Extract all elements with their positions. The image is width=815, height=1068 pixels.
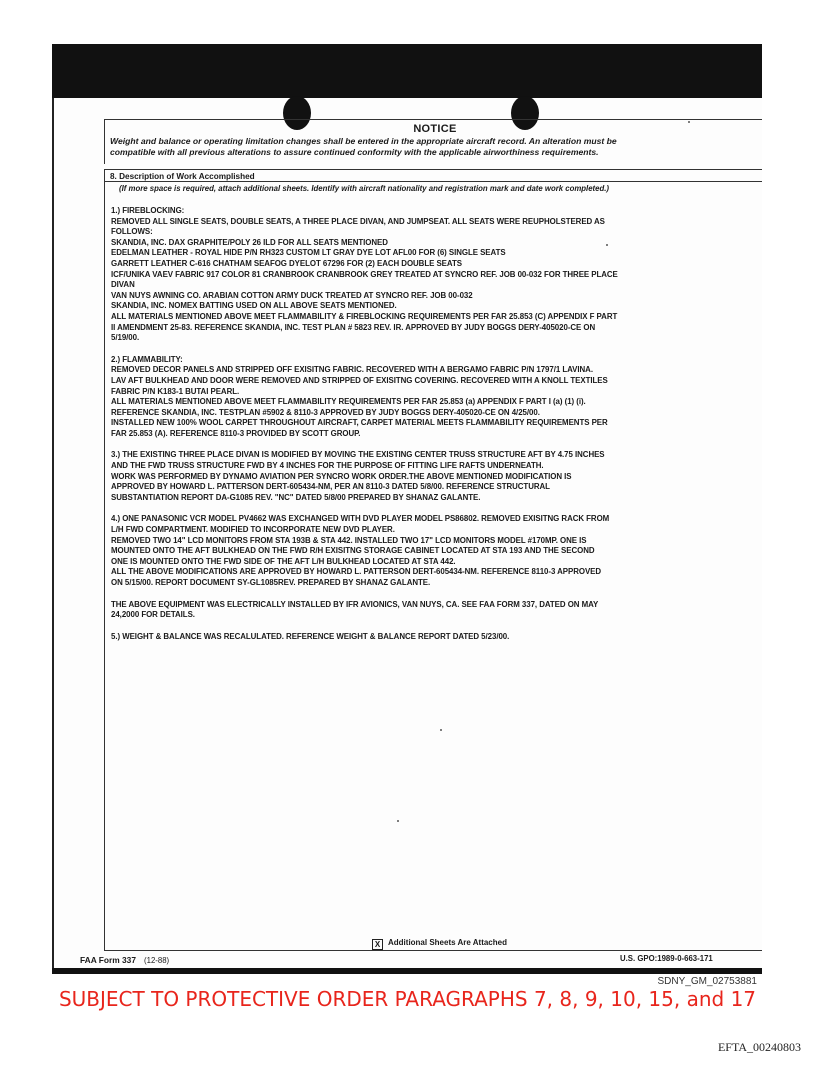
work-item-line: FABRIC P/N K183-1 BUTAI PEARL. [111,386,240,396]
work-item-line: AND THE FWD TRUSS STRUCTURE FWD BY 4 INCHES FOR THE PURPOSE OF FITTING LIFE RAFTS UNDERNEATH. [111,461,544,471]
work-item [111,206,761,344]
work-item-line: REMOVED ALL SINGLE SEATS, DOUBLE SEATS, A THREE PLACE DIVAN, AND JUMPSEAT. ALL SEATS WERE REUPHOLSTERED AS [111,216,605,226]
work-item [111,600,761,621]
work-item-line: REMOVED DECOR PANELS AND STRIPPED OFF EXISITNG FABRIC. RECOVERED WITH A BERGAMO FABRIC P/N 1797/1 LAVINA. [111,365,593,375]
work-item-line: 2.) FLAMMABILITY: [111,354,183,364]
work-item-line: FAR 25.853 (A). REFERENCE 8110-3 PROVIDED BY SCOTT GROUP. [111,428,361,438]
additional-sheets-checkbox: X [372,939,383,950]
scan-bottom-border [52,968,762,974]
notice-title: NOTICE [413,123,457,135]
work-item-line: APPROVED BY HOWARD L. PATTERSON DERT-605434-NM, PER AN 8110-3 DATED 5/8/00. REFERENCE STRUCTURAL [111,482,550,492]
work-item-line: ALL MATERIALS MENTIONED ABOVE MEET FLAMMABILITY REQUIREMENTS PER FAR 25.853 (a) APPENDIX F PART I (a) (1) (i). [111,397,586,407]
work-item-line: ICF/UNIKA VAEV FABRIC 917 COLOR 81 CRANBROOK CRANBROOK GREY TREATED AT SYNCRO REF. JOB 00-032 FOR THREE PLACE [111,269,618,279]
work-item-line: SKANDIA, INC. NOMEX BATTING USED ON ALL ABOVE SEATS MENTIONED. [111,301,397,311]
work-item-line: ON 5/15/00. REPORT DOCUMENT SY-GL1085REV. PREPARED BY SHANAZ GALANTE. [111,578,431,587]
form-identifier [80,955,169,965]
work-item-line: REFERENCE SKANDIA, INC. TESTPLAN #5902 & 8110-3 APPROVED BY JUDY BOGGS DERY-405020-CE ON 4/25/00. [111,407,540,417]
work-description-box [104,169,762,951]
work-description-text [111,206,761,653]
scan-top-border [52,44,762,98]
work-item-line: 1.) FIREBLOCKING: [111,206,185,215]
work-item [111,514,761,588]
notice-box [104,119,762,164]
work-item-line: ONE IS MOUNTED ONTO THE FWD SIDE OF THE AFT L/H BULKHEAD LOCATED AT STA 442. [111,556,456,566]
section-title: 8. Description of Work Accomplished [110,172,255,181]
work-item-line: THE ABOVE EQUIPMENT WAS ELECTRICALLY INSTALLED BY IFR AVIONICS, VAN NUYS, CA. SEE FAA FORM 337, DATED ON MAY [111,599,599,609]
work-item-line: FOLLOWS: [111,227,153,237]
work-item-line: REMOVED TWO 14" LCD MONITORS FROM STA 193B & STA 442. INSTALLED TWO 17" LCD MONITORS MODEL #170MP. ONE IS [111,535,587,545]
work-item-line: ALL MATERIALS MENTIONED ABOVE MEET FLAMMABILITY & FIREBLOCKING REQUIREMENTS PER FAR 25.853 (C) APPENDIX F PART [111,311,618,321]
additional-sheets-attached [372,938,507,950]
work-item-line: EDELMAN LEATHER - ROYAL HIDE P/N RH323 CUSTOM LT GRAY DYE LOT AFL00 FOR (6) SINGLE SEATS [111,248,506,258]
work-item-line: 24,2000 FOR DETAILS. [111,610,195,620]
scan-speck [688,121,690,123]
work-item-line: INSTALLED NEW 100% WOOL CARPET THROUGHOUT AIRCRAFT, CARPET MATERIAL MEETS FLAMMABILITY REQUIREMENTS PER [111,418,608,428]
work-item [111,450,761,503]
scan-speck [440,729,442,731]
scan-left-edge [52,98,54,968]
section-divider [105,181,762,182]
bates-number: SDNY_GM_02753881 [657,976,757,987]
scan-speck [606,244,608,246]
protective-order-notice: SUBJECT TO PROTECTIVE ORDER PARAGRAPHS 7, 8, 9, 10, 15, and 17 [58,987,757,1011]
work-item-line: MOUNTED ONTO THE AFT BULKHEAD ON THE FWD R/H EXISITNG STORAGE CABINET LOCATED AT STA 193 AND THE SECOND [111,546,595,556]
notice-text-line: Weight and balance or operating limitation changes shall be entered in the appropriate aircraft record. An alteration must be [110,136,617,146]
work-item-line: DIVAN [111,280,135,290]
work-item-line: GARRETT LEATHER C-616 CHATHAM SEAFOG DYELOT 67296 FOR (2) EACH DOUBLE SEATS [111,258,462,268]
work-item-line: VAN NUYS AWNING CO. ARABIAN COTTON ARMY DUCK TREATED AT SYNCRO REF. JOB 00-032 [111,290,473,300]
gpo-number: U.S. GPO:1989-0-663-171 [620,954,713,963]
efta-identifier: EFTA_00240803 [717,1040,801,1054]
work-item-line: L/H FWD COMPARTMENT. MODIFIED TO INCORPORATE NEW DVD PLAYER. [111,525,395,535]
form-revision: (12-88) [144,956,170,965]
work-item-line: SKANDIA, INC. DAX GRAPHITE/POLY 26 ILD FOR ALL SEATS MENTIONED [111,237,388,247]
work-item-line: SUBSTANTIATION REPORT DA-G1085 REV. "NC" DATED 5/8/00 PREPARED BY SHANAZ GALANTE. [111,492,481,502]
work-item-line: WORK WAS PERFORMED BY DYNAMO AVIATION PER SYNCRO WORK ORDER.THE ABOVE MENTIONED MODIFICATION IS [111,471,572,481]
scan-speck [397,820,399,822]
work-item-line: 5.) WEIGHT & BALANCE WAS RECALULATED. REFERENCE WEIGHT & BALANCE REPORT DATED 5/23/00. [111,631,510,641]
work-item-line: LAV AFT BULKHEAD AND DOOR WERE REMOVED AND STRIPPED OF EXISITNG COVERING. RECOVERED WITH A KNOLL TEXTILES [111,375,608,385]
work-item [111,632,761,643]
work-item-line: 4.) ONE PANASONIC VCR MODEL PV4662 WAS EXCHANGED WITH DVD PLAYER MODEL PS86802. REMOVED EXISITNG RACK FROM [111,514,610,524]
form-name: FAA Form 337 [80,955,137,965]
notice-text-line: compatible with all previous alterations to assure continued conformity with the applicable airworthiness requirements. [110,147,599,157]
work-item-line: 3.) THE EXISTING THREE PLACE DIVAN IS MODIFIED BY MOVING THE EXISTING CENTER TRUSS STRUCTURE AFT BY 4.75 INCHES [111,450,605,460]
additional-sheets-label: Additional Sheets Are Attached [388,938,507,947]
work-item-line: 5/19/00. [111,333,140,343]
notice-text [110,136,760,158]
work-item-line: II AMENDMENT 25-83. REFERENCE SKANDIA, INC. TEST PLAN # 5823 REV. IR. APPROVED BY JUDY BOGGS DERY-405020-CE ON [111,322,596,332]
work-item-line: ALL THE ABOVE MODIFICATIONS ARE APPROVED BY HOWARD L. PATTERSON DERT-605434-NM. REFERENCE 8110-3 APPROVED [111,567,602,577]
work-item [111,355,761,440]
section-instruction: (If more space is required, attach additional sheets. Identify with aircraft nationality and registration mark and date work completed.) [119,184,610,193]
scanned-form-page [52,44,762,974]
